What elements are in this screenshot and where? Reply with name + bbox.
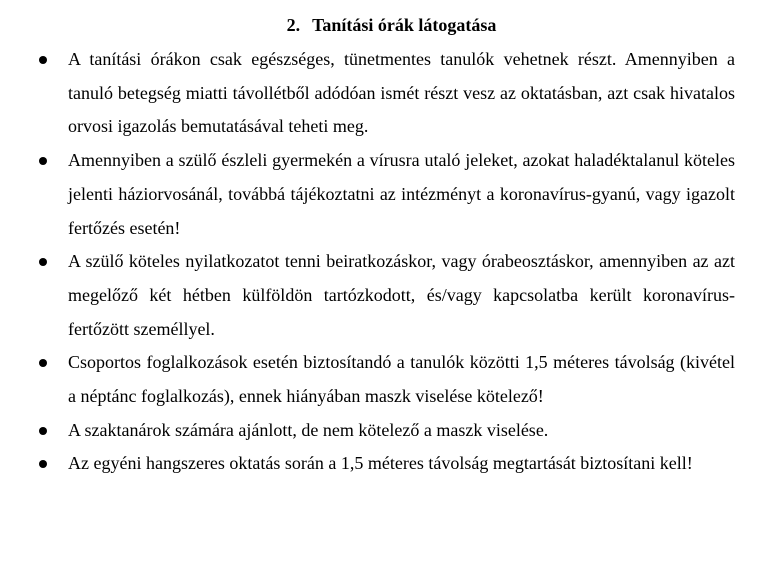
list-item-text: A szaktanárok számára ajánlott, de nem kötelező a maszk viselése. <box>68 419 549 440</box>
section-heading <box>0 13 783 37</box>
bullet-icon <box>39 56 47 64</box>
bullet-icon <box>39 359 47 367</box>
bullet-icon <box>39 427 47 435</box>
section-number: 2. <box>286 15 301 35</box>
rules-list <box>0 43 783 481</box>
list-item <box>0 245 783 346</box>
list-item-text: A tanítási órákon csak egészséges, tünetmentes tanulók vehetnek részt. Amennyiben a tanuló betegség miatti távollétből adódóan ismét részt vesz az oktatásban, azt csak hivatalos orvosi igazolás bemutatásával teheti meg. <box>68 49 735 137</box>
section-title: Tanítási órák látogatása <box>312 15 497 35</box>
list-item-text: Az egyéni hangszeres oktatás során a 1,5 méteres távolság megtartását biztosítani kell! <box>68 453 693 474</box>
list-item <box>0 43 783 144</box>
bullet-icon <box>39 157 47 165</box>
list-item <box>0 144 783 245</box>
list-item-text: Amennyiben a szülő észleli gyermekén a vírusra utaló jeleket, azokat haladéktalanul köteles jelenti háziorvosánál, továbbá tájékoztatni az intézményt a koronavírus-gyanú, vagy igazolt fertőzés esetén! <box>68 150 735 238</box>
bullet-icon <box>39 258 47 266</box>
list-item <box>0 346 783 413</box>
list-item <box>0 447 783 481</box>
bullet-icon <box>39 460 47 468</box>
list-item <box>0 414 783 448</box>
list-item-text: A szülő köteles nyilatkozatot tenni beiratkozáskor, vagy órabeosztáskor, amennyiben az azt megelőző két hétben külföldön tartózkodott, és/vagy kapcsolatba került koronavírus-fertőzött személlyel. <box>68 251 735 339</box>
list-item-text: Csoportos foglalkozások esetén biztosítandó a tanulók közötti 1,5 méteres távolság (kivétel a néptánc foglalkozás), ennek hiányában maszk viselése kötelező! <box>68 352 735 407</box>
